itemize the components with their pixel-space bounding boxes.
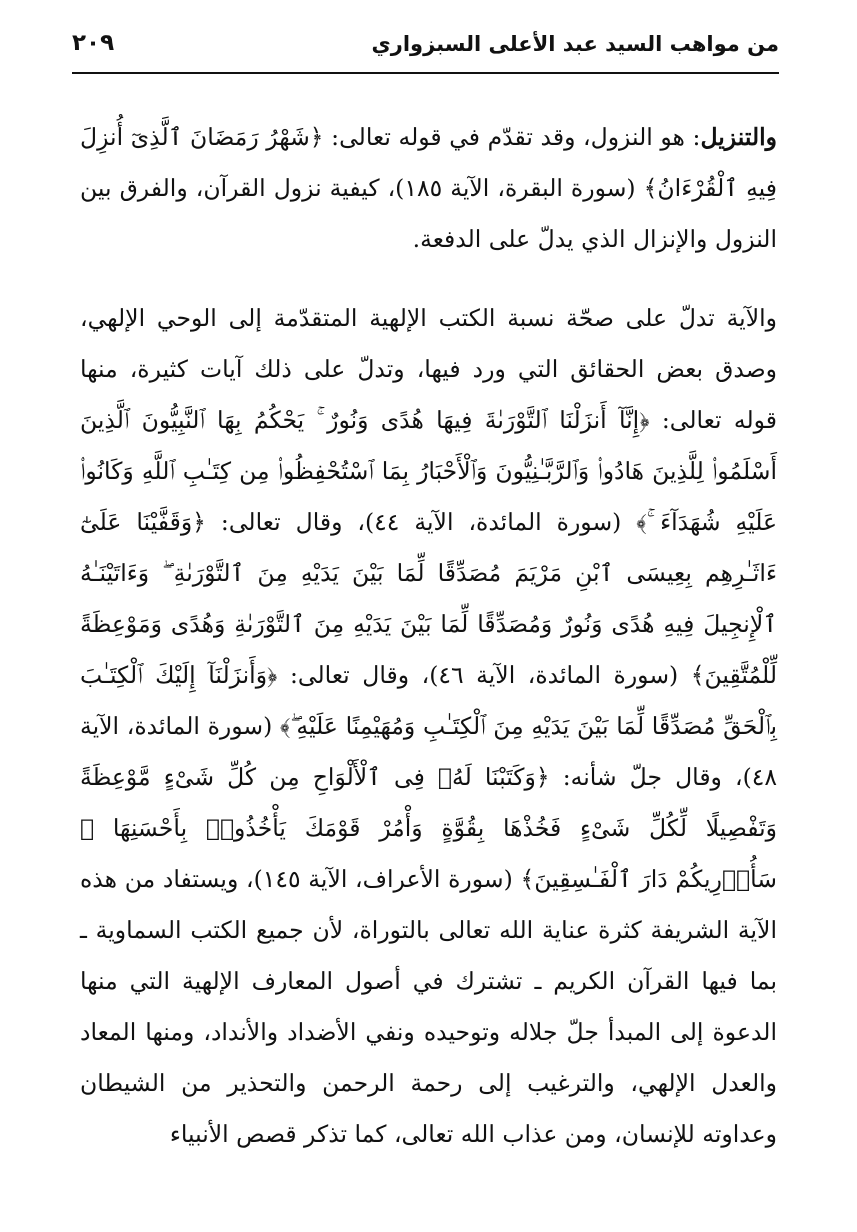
defined-term: والتنزيل [700,123,777,151]
paragraph-tanzil [80,112,777,265]
header-rule [72,72,779,74]
running-header-title: من مواهب السيد عبد الأعلى السبزواري [371,32,779,56]
running-header [72,26,779,70]
paragraph-text: والآية تدلّ على صحّة نسبة الكتب الإلهية المتقدّمة إلى الوحي الإلهي، وصدق بعض الحقائق التي ورد فيها، وتدلّ على ذلك آيات كثيرة، منها قوله تعالى: ﴿إِنَّآ أَنزَلْنَا ٱلتَّوْرَىٰةَ فِيهَا هُدًى وَنُورٌ ۚ يَحْكُمُ بِهَا ٱلنَّبِيُّونَ ٱلَّذِينَ أَسْلَمُوا۟ لِلَّذِينَ هَادُوا۟ وَٱلرَّبَّـٰنِيُّونَ وَٱلْأَحْبَارُ بِمَا ٱسْتُحْفِظُوا۟ مِن كِتَـٰبِ ٱللَّهِ وَكَانُوا۟ عَلَيْهِ شُهَدَآءَ ۚ﴾ (سورة المائدة، الآية ٤٤)، وقال تعالى: ﴿وَقَفَّيْنَا عَلَىٰٓ ءَاثَـٰرِهِم بِعِيسَى ٱبْنِ مَرْيَمَ مُصَدِّقًا لِّمَا بَيْنَ يَدَيْهِ مِنَ ٱلتَّوْرَىٰةِ ۖ وَءَاتَيْنَـٰهُ ٱلْإِنجِيلَ فِيهِ هُدًى وَنُورٌ وَمُصَدِّقًا لِّمَا بَيْنَ يَدَيْهِ مِنَ ٱلتَّوْرَىٰةِ وَهُدًى وَمَوْعِظَةً لِّلْمُتَّقِينَ﴾ (سورة المائدة، الآية ٤٦)، وقال تعالى: ﴿وَأَنزَلْنَآ إِلَيْكَ ٱلْكِتَـٰبَ بِٱلْحَقِّ مُصَدِّقًا لِّمَا بَيْنَ يَدَيْهِ مِنَ ٱلْكِتَـٰبِ وَمُهَيْمِنًا عَلَيْهِ ۖ﴾ (سورة المائدة، الآية ٤٨)، وقال جلّ شأنه: ﴿وَكَتَبْنَا لَهُۥ فِى ٱلْأَلْوَاحِ مِن كُلِّ شَىْءٍ مَّوْعِظَةً وَتَفْصِيلًا لِّكُلِّ شَىْءٍ فَخُذْهَا بِقُوَّةٍ وَأْمُرْ قَوْمَكَ يَأْخُذُوا۟ بِأَحْسَنِهَا ۚ سَأُو۟رِيكُمْ دَارَ ٱلْفَـٰسِقِينَ﴾ (سورة الأعراف، الآية ١٤٥)، ويستفاد من هذه الآية الشريفة كثرة عناية الله تعالى بالتوراة، لأن جميع الكتب السماوية ـ بما فيها القرآن الكريم ـ تشترك في أصول المعارف الإلهية التي منها الدعوة إلى المبدأ جلّ جلاله وتوحيده ونفي الأضداد والأنداد، ومنها المعاد والعدل الإلهي، والترغيب إلى رحمة الرحمن والتحذير من الشيطان وعداوته للإنسان، ومن عذاب الله تعالى، كما تذكر قصص الأنبياء [80,304,777,1148]
page-body [80,112,777,1160]
paragraph-text: : هو النزول، وقد تقدّم في قوله تعالى: ﴿شَهْرُ رَمَضَانَ ٱلَّذِىٓ أُنزِلَ فِيهِ ٱلْقُرْءَانُ﴾ (سورة البقرة، الآية ١٨٥)، كيفية نزول القرآن، والفرق بين النزول والإنزال الذي يدلّ على الدفعة. [80,123,777,253]
paragraph-verse-evidence [80,293,777,1160]
page-number: ٢٠٩ [72,30,115,56]
